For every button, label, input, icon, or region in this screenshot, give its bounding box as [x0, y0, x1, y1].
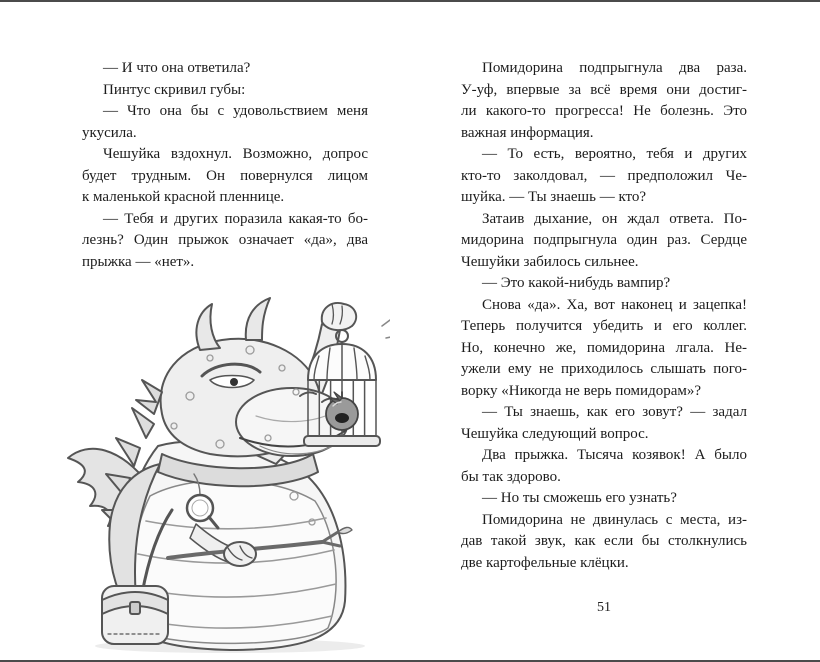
text-line: — То есть, вероятно, тебя и других [482, 146, 747, 162]
text-line: — Ты знаешь, как его зовут? — задал [482, 404, 747, 420]
dragon-ear-frill [136, 380, 162, 414]
text-line: Снова «да». Ха, вот наконец и зацепка! [482, 296, 747, 313]
dragon-pupil [230, 378, 238, 386]
dragon-with-birdcage-illustration [50, 296, 390, 656]
text-line: — Но ты сможешь его узнать? [482, 490, 677, 506]
text-line: шуйка. — Ты знаешь — кто? [461, 189, 647, 205]
text-line: Помидорина подпрыгнула два раза. [482, 60, 747, 76]
text-line: Затаив дыхание, он ждал ответа. По- [482, 210, 747, 227]
text-line: Помидорина не двинулась с места, из- [482, 511, 747, 528]
text-line: Чешуйка вздохнул. Возможно, допрос [103, 146, 368, 162]
text-line: — Что она бы с удовольствием меня [103, 103, 368, 119]
text-line: Теперь получится убедить и его коллег. [461, 318, 747, 334]
text-line: дав такой звук, как если бы столкнулись [461, 533, 747, 549]
text-line: будет трудным. Он повернулся лицом [82, 167, 368, 184]
text-line: бы так здорово. [461, 468, 561, 485]
text-line: Пинтус скривил губы: [103, 81, 246, 98]
text-line: укусила. [82, 124, 137, 141]
motion-lines [382, 320, 390, 338]
right-page-text [461, 58, 747, 574]
page-edge-top [0, 0, 820, 2]
text-line: — Это какой-нибудь вампир? [482, 275, 671, 291]
text-line: к маленькой красной пленнице. [82, 189, 285, 205]
page-number: 51 [597, 600, 611, 615]
text-line: — И что она ответила? [103, 60, 251, 76]
tomato-mouth [335, 413, 349, 423]
text-line: ли какого-то прогресса! Не болезнь. Это [461, 103, 747, 119]
text-line: — Тебя и других поразила какая-то бо- [103, 210, 368, 227]
dragon-horn-left [196, 304, 220, 350]
text-line: Чешуйки забилось сильнее. [461, 253, 639, 270]
text-line: Но, конечно же, помидорина лгала. Не- [461, 339, 747, 356]
dragon-hand [322, 303, 356, 330]
text-line: лезнь? Один прыжок означает «да», два [82, 232, 368, 248]
text-line: У-уф, впервые за всё время они достиг- [461, 81, 747, 98]
text-line: Два прыжка. Тысяча козявок! А было [482, 447, 747, 463]
text-line: Чешуйка следующий вопрос. [461, 425, 649, 442]
left-page-text [82, 58, 368, 273]
text-line: мидорина подпрыгнула один раз. Сердце [461, 232, 747, 248]
text-line: важная информация. [461, 124, 594, 141]
text-line: две картофельные клёцки. [461, 554, 629, 571]
text-line: ворку «Никогда не верь помидорам»? [461, 382, 702, 399]
text-line: кто-то заколдовал, — предположил Че- [461, 167, 747, 184]
twig-leaf [338, 527, 352, 533]
text-line: ужели ему не приходилось слышать пого- [461, 361, 747, 377]
text-line: прыжка — «нет». [82, 253, 195, 270]
dragon-horn-right [246, 298, 270, 340]
